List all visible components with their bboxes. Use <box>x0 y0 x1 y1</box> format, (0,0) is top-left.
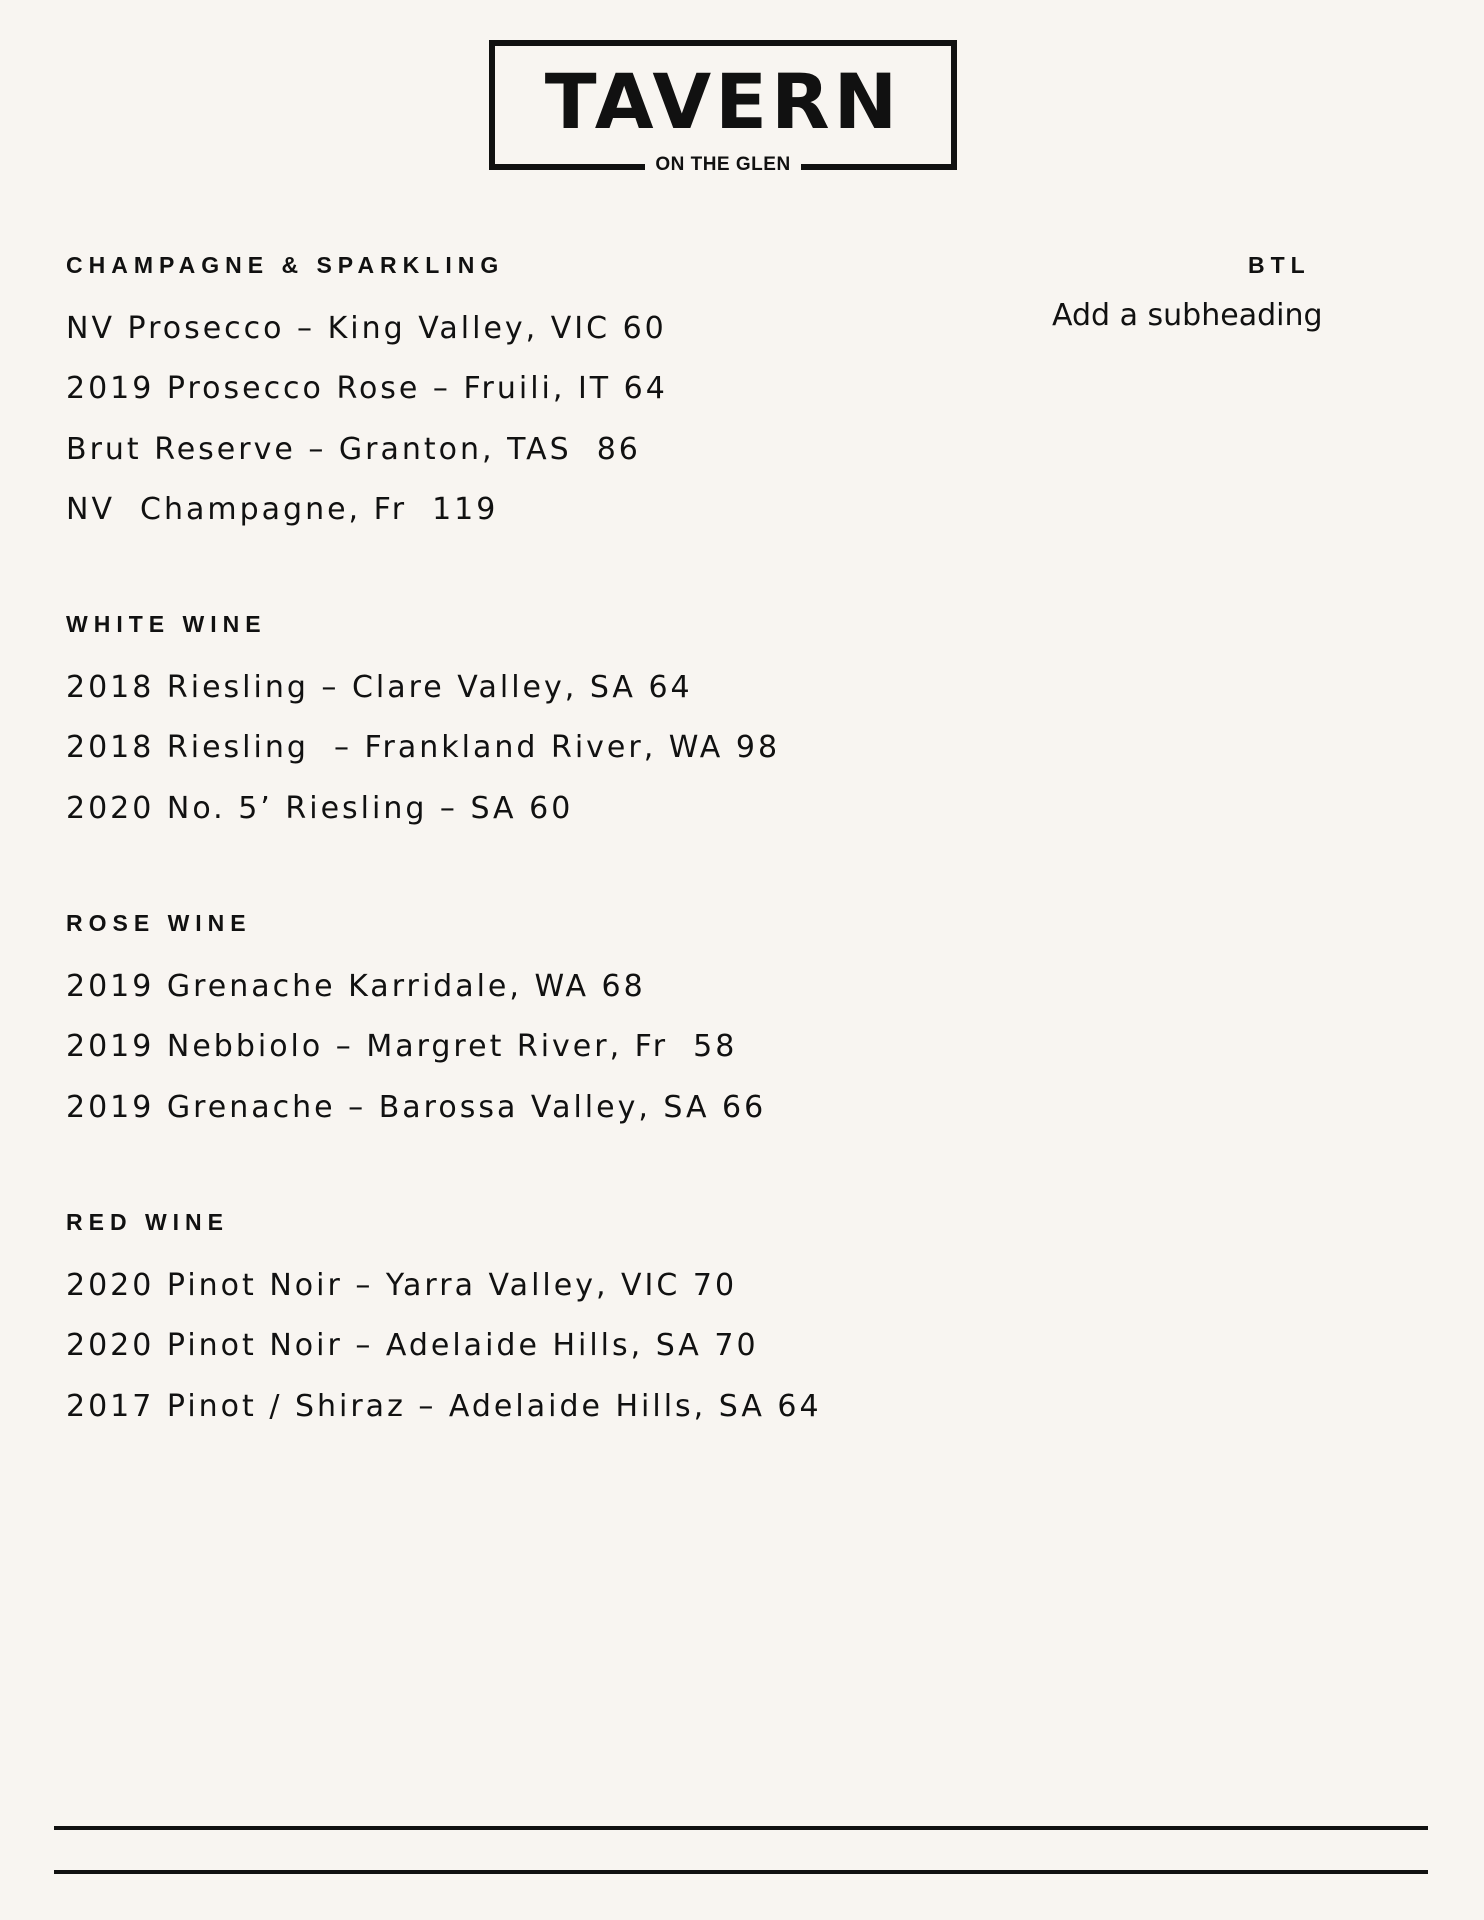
menu-item: NV Champagne, Fr 119 <box>66 492 499 527</box>
section-heading-rose-wine: ROSE WINE <box>66 910 252 936</box>
logo-title: TAVERN <box>544 57 902 146</box>
menu-item: 2020 Pinot Noir – Yarra Valley, VIC 70 <box>66 1268 738 1303</box>
menu-item: 2019 Grenache – Barossa Valley, SA 66 <box>66 1090 767 1125</box>
menu-item: 2018 Riesling – Clare Valley, SA 64 <box>66 670 693 705</box>
btl-column-heading: BTL <box>1248 252 1311 278</box>
logo-subtitle: ON THE GLEN <box>655 153 791 175</box>
menu-item: 2020 Pinot Noir – Adelaide Hills, SA 70 <box>66 1328 759 1363</box>
menu-item: Brut Reserve – Granton, TAS 86 <box>66 432 641 467</box>
footer-divider-bottom <box>54 1870 1428 1874</box>
section-heading-champagne-sparkling: CHAMPAGNE & SPARKLING <box>66 252 505 278</box>
footer-divider-top <box>54 1826 1428 1830</box>
tavern-logo <box>489 40 957 175</box>
section-heading-white-wine: WHITE WINE <box>66 611 267 637</box>
menu-item: 2019 Nebbiolo – Margret River, Fr 58 <box>66 1029 738 1064</box>
menu-item: 2017 Pinot / Shiraz – Adelaide Hills, SA 64 <box>66 1389 822 1424</box>
menu-item: NV Prosecco – King Valley, VIC 60 <box>66 311 667 346</box>
menu-item: 2018 Riesling – Frankland River, WA 98 <box>66 730 781 765</box>
menu-item: 2019 Prosecco Rose – Fruili, IT 64 <box>66 371 668 406</box>
subheading-placeholder: Add a subheading <box>1052 298 1323 333</box>
menu-item: 2020 No. 5’ Riesling – SA 60 <box>66 791 574 826</box>
logo-rule-left <box>489 164 645 170</box>
logo-bottom-rule <box>489 150 957 175</box>
menu-item: 2019 Grenache Karridale, WA 68 <box>66 969 646 1004</box>
logo-rule-right <box>801 164 957 170</box>
section-heading-red-wine: RED WINE <box>66 1209 229 1235</box>
